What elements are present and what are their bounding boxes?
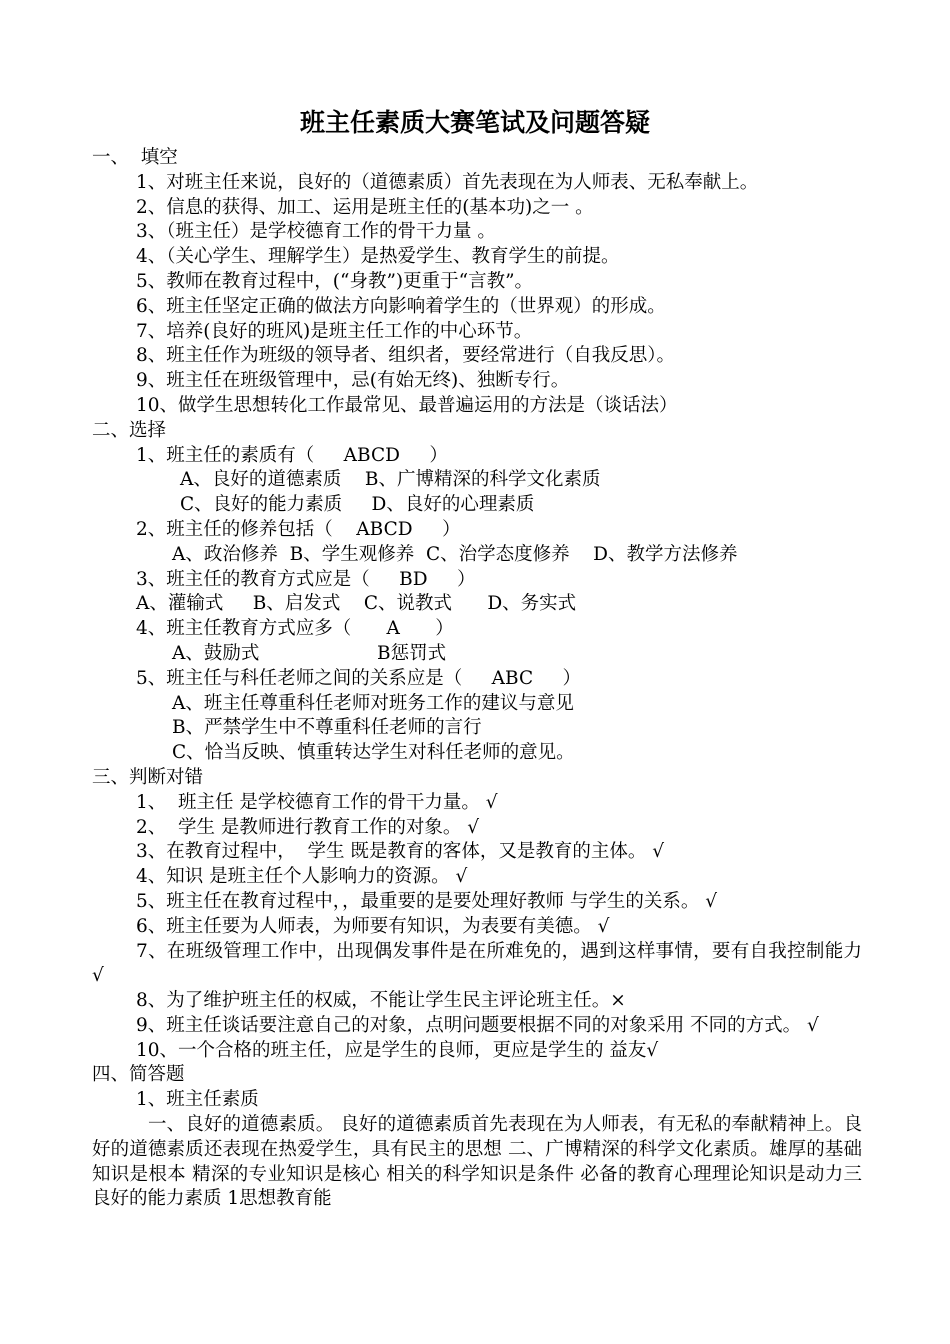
list-item: 1、 班主任 是学校德育工作的骨干力量。 √	[136, 791, 498, 813]
question-options: A、鼓励式 B惩罚式	[172, 642, 447, 664]
list-item: 3、在教育过程中， 学生 既是教育的客体，又是教育的主体。 √	[136, 841, 665, 863]
list-item: 6、班主任坚定正确的做法方向影响着学生的（世界观）的形成。	[136, 295, 666, 317]
list-item: 2、 学生 是教师进行教育工作的对象。 √	[136, 816, 480, 838]
list-item: 5、班主任在教育过程中，，最重要的是要处理好教师 与学生的关系。 √	[136, 890, 718, 912]
list-item: 1、对班主任来说，良好的（道德素质）首先表现在为人师表、无私奉献上。	[136, 171, 759, 193]
list-item: 7、在班级管理工作中，出现偶发事件是在所难免的，遇到这样事情，要有自我控制能力√	[92, 940, 862, 987]
list-item: 4、（关心学生、理解学生）是热爱学生、教育学生的前提。	[136, 246, 620, 268]
question-options: A、灌输式 B、启发式 C、说教式 D、务实式	[136, 593, 577, 615]
question: 2、班主任的修养包括（ ABCD ）	[136, 518, 461, 540]
section-heading-true-false: 三、判断对错	[92, 766, 204, 788]
question-options: B、严禁学生中不尊重科任老师的言行	[172, 717, 482, 739]
question-options: A、班主任尊重科任老师对班务工作的建议与意见	[172, 692, 574, 714]
question-options: C、恰当反映、慎重转达学生对科任老师的意见。	[172, 742, 575, 764]
question-options: C、良好的能力素质 D、良好的心理素质	[180, 494, 535, 516]
page-title: 班主任素质大赛笔试及问题答疑	[299, 108, 650, 137]
list-item: 9、班主任谈话要注意自己的对象，点明问题要根据不同的对象采用 不同的方式。 √	[136, 1014, 819, 1036]
list-item: 7、培养(良好的班风)是班主任工作的中心环节。	[136, 320, 533, 342]
section-heading-short-answer: 四、简答题	[92, 1064, 185, 1086]
question-options: A、良好的道德素质 B、广博精深的科学文化素质	[180, 469, 601, 491]
question-options: A、政治修养 B、学生观修养 C、治学态度修养 D、教学方法修养	[172, 543, 738, 565]
question: 1、班主任素质	[136, 1089, 259, 1111]
list-item: 4、知识 是班主任个人影响力的资源。 √	[136, 866, 468, 888]
list-item: 6、班主任要为人师表，为师要有知识，为表要有美德。 √	[136, 915, 610, 937]
section-heading-fill-blank: 一、 填空	[92, 147, 178, 168]
list-item: 10、做学生思想转化工作最常见、最普遍运用的方法是（谈话法）	[136, 394, 678, 416]
list-item: 10、一个合格的班主任，应是学生的良师，更应是学生的 益友√	[136, 1039, 659, 1061]
list-item: 5、教师在教育过程中，(“身教”)更重于“言教”。	[136, 270, 534, 292]
document-body	[92, 146, 862, 1212]
question: 5、班主任与科任老师之间的关系应是（ ABC ）	[136, 667, 582, 689]
question: 1、班主任的素质有（ ABCD ）	[136, 444, 448, 466]
question: 4、班主任教育方式应多（ A ）	[136, 618, 454, 640]
list-item: 3、（班主任）是学校德育工作的骨干力量 。	[136, 221, 496, 243]
list-item: 8、班主任作为班级的领导者、组织者，要经常进行（自我反思）。	[136, 345, 676, 367]
question: 3、班主任的教育方式应是（ BD ）	[136, 568, 476, 590]
section-heading-choice: 二、选择	[92, 419, 167, 441]
list-item: 8、为了维护班主任的权威，不能让学生民主评论班主任。×	[136, 990, 626, 1012]
list-item: 2、信息的获得、加工、运用是班主任的(基本功)之一 。	[136, 196, 594, 218]
list-item: 9、班主任在班级管理中，忌(有始无终)、独断专行。	[136, 370, 570, 392]
answer-paragraph: 一、良好的道德素质。 良好的道德素质首先表现在为人师表，有无私的奉献精神上。良好的道德素质还表现在热爱学生，具有民主的思想 二、广博精深的科学文化素质。雄厚的基础知识是根本 精深的专业知识是核心 相关的科学知识是条件 必备的教育心理理论知识是动力三 良好的能力素质 1思想教育能	[92, 1114, 862, 1210]
